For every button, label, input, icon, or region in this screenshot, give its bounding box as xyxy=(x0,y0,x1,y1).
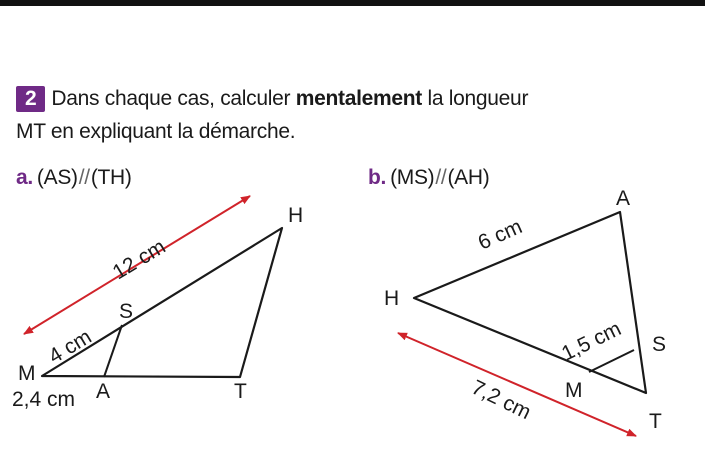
statement-bold: mentalement xyxy=(295,87,422,110)
length-MH: 12 cm xyxy=(108,235,170,285)
case-a-letter: a. xyxy=(16,166,33,189)
case-a-line1: (AS) xyxy=(36,166,78,189)
segment-MS xyxy=(589,350,634,372)
point-S-b: S xyxy=(652,333,667,356)
length-MA: 2,4 cm xyxy=(12,388,76,411)
length-HT: 7,2 cm xyxy=(467,375,535,425)
point-A-a: A xyxy=(96,380,111,403)
case-a-line2: (TH) xyxy=(90,166,132,189)
point-T-b: T xyxy=(649,410,662,433)
case-b-letter: b. xyxy=(368,166,387,189)
length-MS: 4 cm xyxy=(44,325,96,369)
point-H-b: H xyxy=(384,287,400,310)
figure-b xyxy=(384,187,666,436)
exercise-number: 2 xyxy=(16,86,45,112)
point-M-b: M xyxy=(565,379,583,402)
point-S-a: S xyxy=(119,300,134,323)
length-MS-b: 1,5 cm xyxy=(558,317,625,366)
statement-line-2: MT en expliquant la démarche. xyxy=(16,120,296,143)
parallel-symbol-b: // xyxy=(435,166,447,189)
statement-text-2: la longueur xyxy=(421,87,529,110)
length-HA: 6 cm xyxy=(474,215,526,255)
parallel-symbol-a: // xyxy=(78,166,90,189)
point-M-a: M xyxy=(18,362,36,385)
figure-a xyxy=(12,196,303,411)
triangle-HAT xyxy=(414,212,646,393)
case-b-line1: (MS) xyxy=(390,166,435,189)
statement-text-1: Dans chaque cas, calculer xyxy=(51,87,296,110)
point-T-a: T xyxy=(234,380,247,403)
point-A-b: A xyxy=(616,187,631,210)
case-b-line2: (AH) xyxy=(447,166,490,189)
point-H-a: H xyxy=(288,204,304,227)
